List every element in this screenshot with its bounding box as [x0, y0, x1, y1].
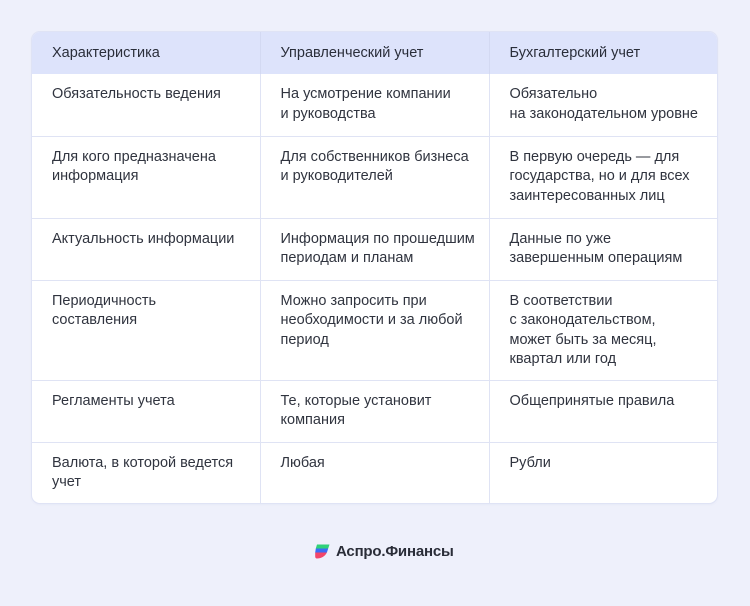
cell-accounting: В первую очередь — для государства, но и для всех заинтересованных лиц: [489, 136, 717, 218]
table-row: [32, 280, 717, 380]
cell-characteristic: Регламенты учета: [32, 380, 260, 442]
header-financial-accounting: Бухгалтерский учет: [489, 32, 717, 74]
cell-characteristic: Для кого предназначена информация: [32, 136, 260, 218]
header-row: [32, 32, 717, 74]
cell-accounting: Обязательно на законодательном уровне: [509, 86, 698, 122]
cell-accounting: Рубли: [489, 442, 717, 503]
cell-management: Те, которые установит компания: [260, 380, 489, 442]
table-row: [32, 442, 717, 503]
cell-accounting: Общепринятые правила: [489, 380, 717, 442]
cell-management: Любая: [260, 442, 489, 503]
header-characteristic: Характеристика: [32, 32, 260, 74]
cell-characteristic: Периодичность составления: [32, 280, 260, 380]
brand-name: Аспро.Финансы: [336, 543, 454, 560]
cell-management: На усмотрение компании и руководства: [260, 74, 489, 136]
cell-accounting: В соответствии с законодательством, может быть за месяц, квартал или год: [489, 280, 717, 380]
cell-characteristic: Обязательность ведения: [32, 74, 260, 136]
comparison-table: [32, 32, 717, 503]
table-row: [32, 136, 717, 218]
header-management-accounting: Управленческий учет: [260, 32, 489, 74]
cell-characteristic: Валюта, в которой ведется учет: [32, 442, 260, 503]
brand-footer: [314, 543, 454, 560]
cell-management: Можно запросить при необходимости и за любой период: [260, 280, 489, 380]
comparison-table-card: [32, 32, 717, 503]
cell-accounting: Данные по уже завершенным операциям: [489, 218, 717, 280]
table-row: [32, 380, 717, 442]
cell-management: Информация по прошедшим периодам и планам: [260, 218, 489, 280]
table-row: [32, 74, 717, 136]
table-header: [32, 32, 717, 74]
table-row: [32, 218, 717, 280]
cell-characteristic: Актуальность информации: [32, 218, 260, 280]
table-body: [32, 74, 717, 503]
cell-management: Для собственников бизнеса и руководителей: [260, 136, 489, 218]
aspro-finance-logo-icon: [314, 543, 331, 560]
